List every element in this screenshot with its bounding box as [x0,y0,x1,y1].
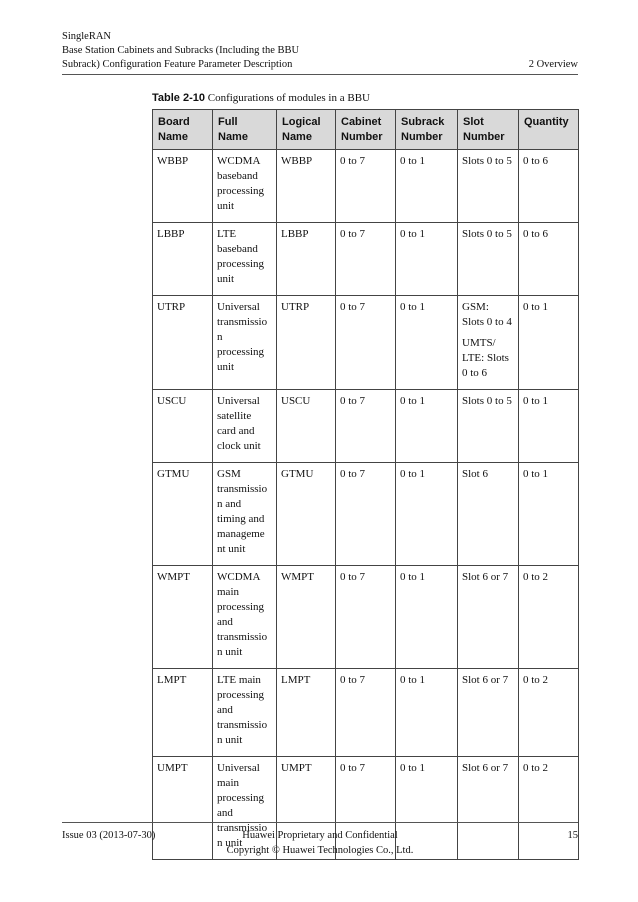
header-divider [62,74,578,75]
slot-line: GSM: Slots 0 to 4 [462,301,512,328]
cell-full-name: Universal satellite card and clock unit [213,390,277,463]
cell-full-name: Universal main processing and transmission unit [213,757,277,860]
slot-line: Slot 6 or 7 [462,762,509,774]
header-title-line1: Base Station Cabinets and Subracks (Including the BBU [62,45,300,56]
cell-board-name: WBBP [153,150,213,223]
cell-quantity: 0 to 1 [519,390,579,463]
cell-full-name: LTE main processing and transmission unit [213,669,277,757]
column-header: Slot Number [458,110,519,150]
table-body [153,150,579,860]
header-title-row [62,58,578,72]
table-row [153,223,579,296]
cell-slot-number [458,223,519,296]
cell-cabinet-number: 0 to 7 [336,757,396,860]
table-header-row [153,110,579,150]
footer-copyright: Copyright © Huawei Technologies Co., Ltd. [226,845,414,856]
cell-subrack-number: 0 to 1 [396,150,458,223]
cell-logical-name: UMPT [277,757,336,860]
column-header: Subrack Number [396,110,458,150]
cell-slot-number [458,390,519,463]
cell-logical-name: GTMU [277,463,336,566]
page-header [62,30,578,72]
column-header: Full Name [213,110,277,150]
table-caption-text: Configurations of modules in a BBU [205,92,370,104]
slot-line: Slots 0 to 5 [462,228,512,240]
column-header: Logical Name [277,110,336,150]
table-caption-label: Table 2-10 [152,92,205,104]
slot-line: Slots 0 to 5 [462,395,512,407]
header-product: SingleRAN [62,31,112,42]
cell-board-name: LBBP [153,223,213,296]
cell-logical-name: USCU [277,390,336,463]
table-row [153,296,579,390]
cell-logical-name: LBBP [277,223,336,296]
cell-full-name: WCDMA main processing and transmission unit [213,566,277,669]
table-row [153,566,579,669]
cell-subrack-number: 0 to 1 [396,296,458,390]
cell-full-name: WCDMA baseband processing unit [213,150,277,223]
cell-board-name: WMPT [153,566,213,669]
cell-slot-number [458,566,519,669]
cell-board-name: UMPT [153,757,213,860]
cell-logical-name: UTRP [277,296,336,390]
modules-table [152,109,579,860]
table-row [153,150,579,223]
cell-quantity: 0 to 2 [519,757,579,860]
table-row [153,669,579,757]
cell-slot-number [458,150,519,223]
slot-line: Slots 0 to 5 [462,155,512,167]
cell-quantity: 0 to 1 [519,463,579,566]
header-section: 2 Overview [528,59,578,70]
cell-cabinet-number: 0 to 7 [336,566,396,669]
slot-line: Slot 6 or 7 [462,674,509,686]
cell-cabinet-number: 0 to 7 [336,223,396,296]
table-row [153,463,579,566]
cell-slot-number [458,296,519,390]
footer-page-number: 15 [567,830,578,841]
cell-full-name: GSM transmission and timing and management unit [213,463,277,566]
cell-cabinet-number: 0 to 7 [336,390,396,463]
cell-quantity: 0 to 6 [519,223,579,296]
footer-divider [62,822,578,823]
footer-confidential: Huawei Proprietary and Confidential [242,830,398,841]
cell-logical-name: WMPT [277,566,336,669]
cell-full-name: LTE baseband processing unit [213,223,277,296]
cell-board-name: LMPT [153,669,213,757]
footer-issue: Issue 03 (2013-07-30) [62,830,156,841]
cell-quantity: 0 to 1 [519,296,579,390]
cell-cabinet-number: 0 to 7 [336,669,396,757]
column-header: Board Name [153,110,213,150]
footer-center [62,828,578,858]
cell-subrack-number: 0 to 1 [396,390,458,463]
cell-slot-number [458,669,519,757]
column-header: Cabinet Number [336,110,396,150]
cell-quantity: 0 to 2 [519,669,579,757]
cell-cabinet-number: 0 to 7 [336,463,396,566]
table-row [153,390,579,463]
table-caption [152,92,370,104]
cell-logical-name: WBBP [277,150,336,223]
header-title-line2: Subrack) Configuration Feature Parameter Description [62,59,293,70]
cell-subrack-number: 0 to 1 [396,566,458,669]
cell-subrack-number: 0 to 1 [396,463,458,566]
cell-full-name: Universal transmission processing unit [213,296,277,390]
cell-board-name: UTRP [153,296,213,390]
cell-subrack-number: 0 to 1 [396,223,458,296]
slot-line: UMTS/ LTE: Slots 0 to 6 [462,337,509,379]
cell-board-name: USCU [153,390,213,463]
cell-cabinet-number: 0 to 7 [336,296,396,390]
cell-cabinet-number: 0 to 7 [336,150,396,223]
cell-subrack-number: 0 to 1 [396,669,458,757]
cell-quantity: 0 to 2 [519,566,579,669]
column-header: Quantity [519,110,579,150]
slot-line: Slot 6 or 7 [462,571,509,583]
cell-logical-name: LMPT [277,669,336,757]
cell-quantity: 0 to 6 [519,150,579,223]
cell-board-name: GTMU [153,463,213,566]
cell-subrack-number: 0 to 1 [396,757,458,860]
cell-slot-number [458,463,519,566]
slot-line: Slot 6 [462,468,488,480]
